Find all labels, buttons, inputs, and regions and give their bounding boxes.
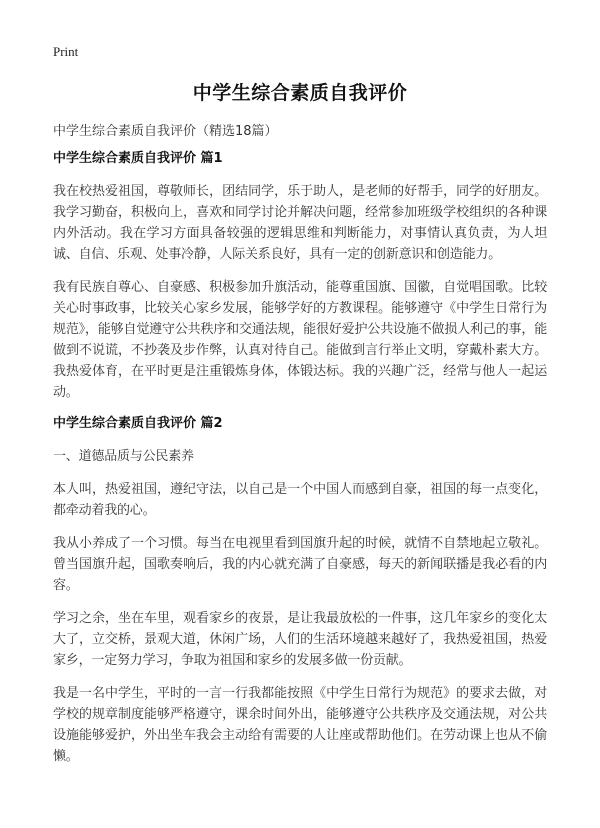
section-1 xyxy=(53,150,547,403)
paragraph: 我有民族自尊心、自豪感、积极参加升旗活动，能尊重国旗、国徽，自觉唱国歌。比较关心时事政事，比较关心家乡发展，能够学好的方教课程。能够遵守《中学生日常行为规范》，能够自觉遵守公共秩序和交通法规，能很好爱护公共设施不做损人利己的事，能做到不说谎，不抄袭及步作弊，认真对待自己。能做到言行举止文明，穿戴朴素大方。我热爱体育，在平时更是注重锻炼身体，体锻达标。我的兴趣广泛，经常与他人一起运动。 xyxy=(53,280,547,400)
section-heading: 中学生综合素质自我评价 篇1 xyxy=(53,151,223,166)
page-title: 中学生综合素质自我评价 xyxy=(192,82,408,104)
section-2 xyxy=(53,415,547,767)
document-content xyxy=(53,150,547,779)
section-heading: 中学生综合素质自我评价 篇2 xyxy=(53,416,223,431)
paragraph: 本人叫，热爱祖国，遵纪守法，以自己是一个中国人而感到自豪，祖国的每一点变化，都牵动着我的心。 xyxy=(53,482,547,518)
paragraph: 我在校热爱祖国，尊敬师长，团结同学，乐于助人，是老师的好帮手，同学的好朋友。我学习勤奋，积极向上，喜欢和同学讨论并解决问题，经常参加班级学校组织的各种课内外活动。我在学习方面具备较强的逻辑思维和判断能力，对事情认真负责，为人坦诚、自信、乐观、处事冷静，人际关系良好，具有一定的创新意识和创造能力。 xyxy=(53,184,547,262)
paragraph: 我是一名中学生，平时的一言一行我都能按照《中学生日常行为规范》的要求去做，对学校的规章制度能够严格遵守，课余时间外出，能够遵守公共秩序及交通法规，对公共设施能够爱护，外出坐车我会主动给有需要的人让座或帮助他们。在劳动课上也从不偷懒。 xyxy=(53,686,547,764)
print-link[interactable]: Print xyxy=(53,44,79,59)
document-subtitle: 中学生综合素质自我评价（精选18篇） xyxy=(53,124,278,139)
paragraph: 学习之余，坐在车里，观看家乡的夜景，是让我最放松的一件事，这几年家乡的变化太大了，立交桥，景观大道，休闲广场，人们的生活环境越来越好了，我热爱祖国，热爱家乡，一定努力学习，争取为祖国和家乡的发展多做一份贡献。 xyxy=(53,611,547,668)
subsection-heading: 一、道德品质与公民素养 xyxy=(53,449,194,464)
paragraph: 我从小养成了一个习惯。每当在电视里看到国旗升起的时候，就情不自禁地起立敬礼。曾当国旗升起，国歌奏响后，我的内心就充满了自豪感，每天的新闻联播是我必看的内容。 xyxy=(53,536,547,593)
